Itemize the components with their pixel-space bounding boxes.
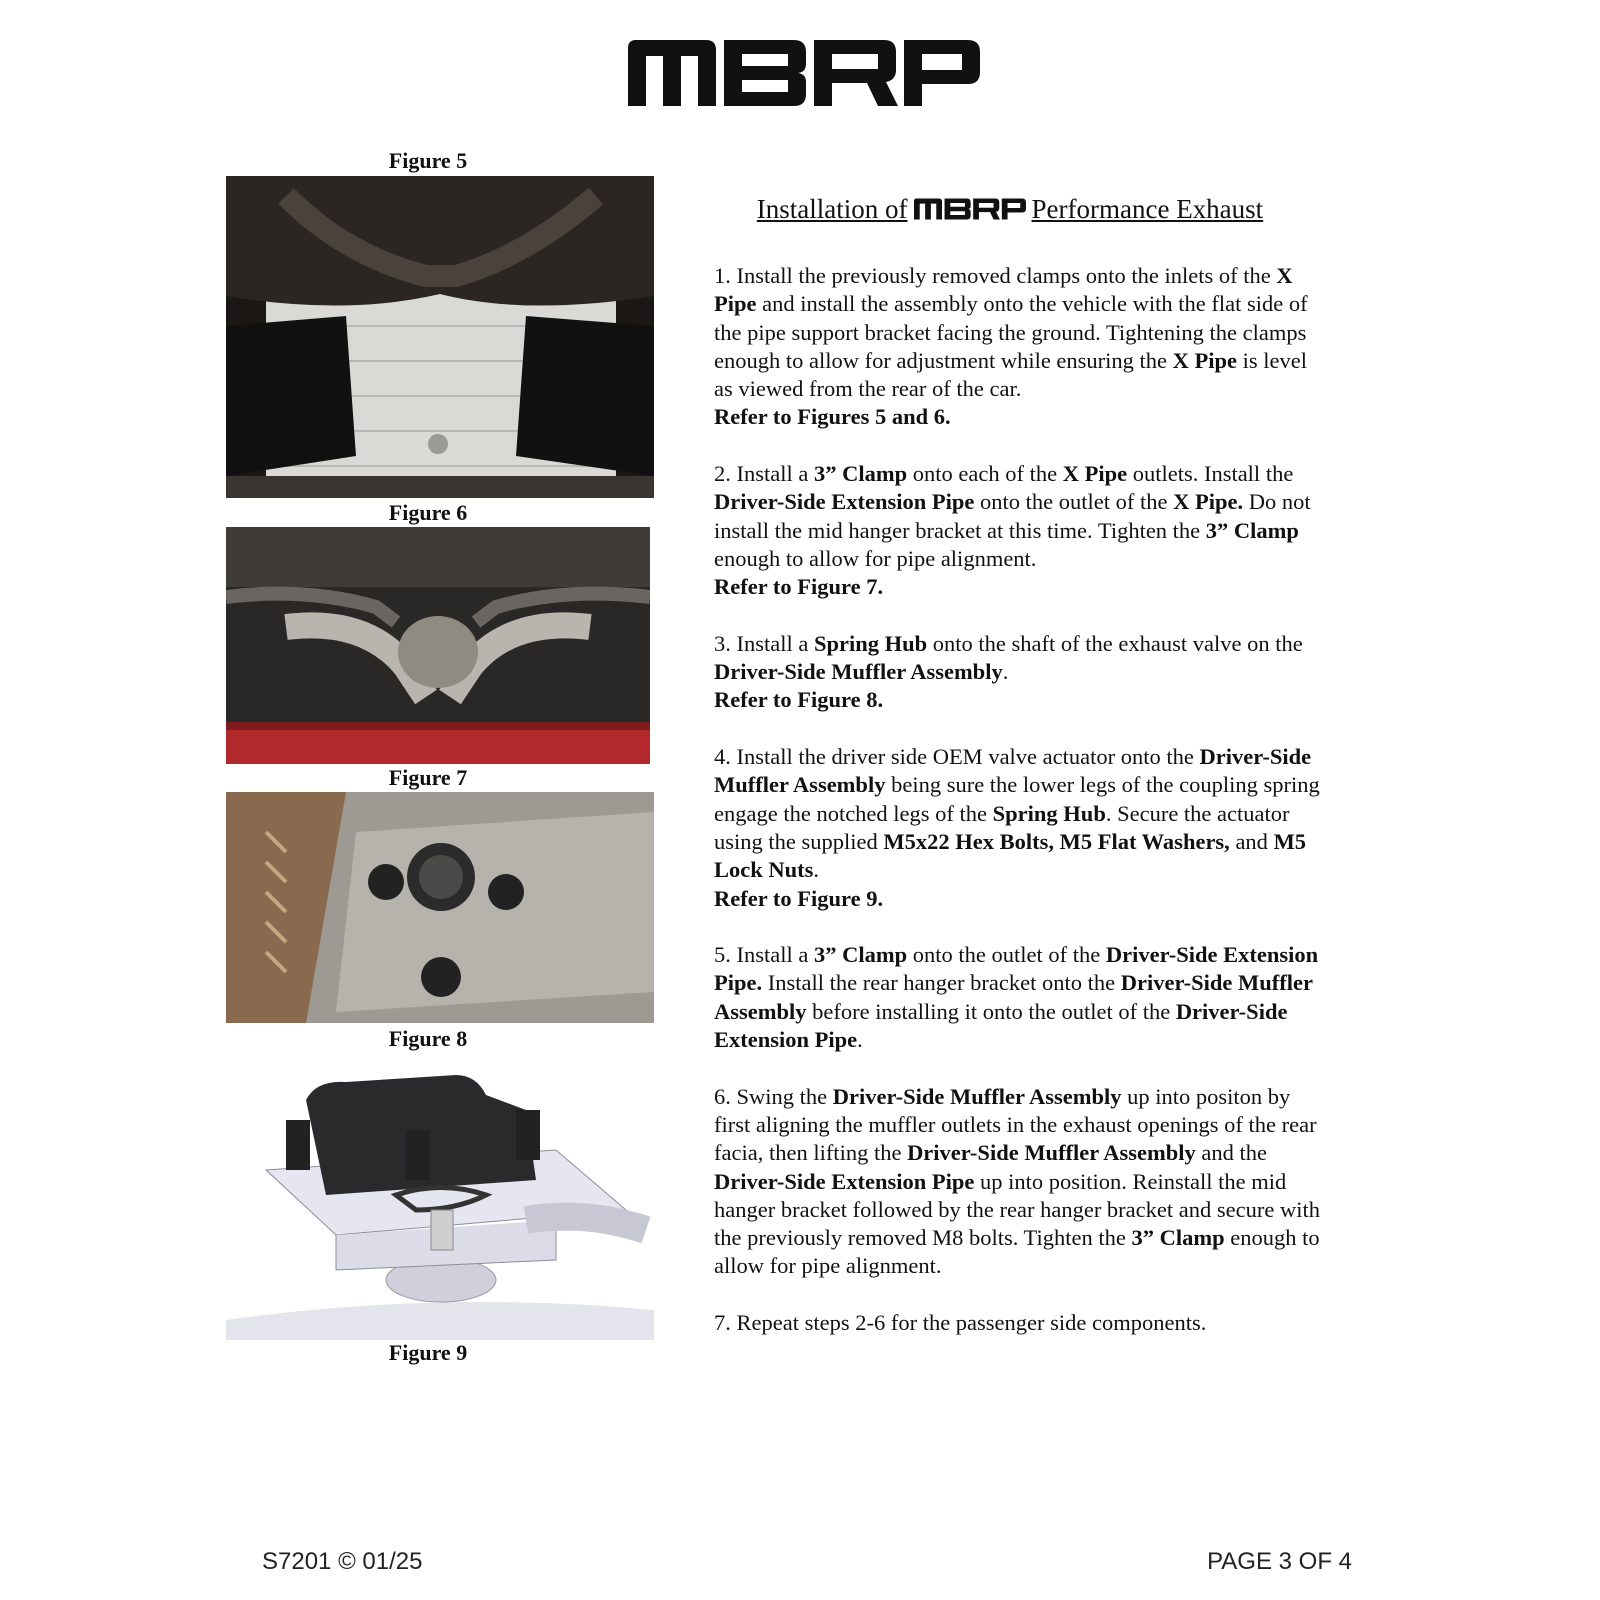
page-title — [700, 192, 1320, 226]
figure-reference: Refer to Figure 7. — [714, 574, 884, 600]
title-suffix: Performance Exhaust — [1031, 194, 1264, 224]
bold-term: X Pipe — [1172, 347, 1238, 373]
instruction-step-4 — [714, 743, 1324, 913]
step-text: outlets. Install the — [1127, 461, 1294, 487]
step-text: 4. Install the driver side OEM valve actuator onto the — [714, 744, 1200, 770]
step-text: is level as viewed from the rear of the car. — [714, 347, 1308, 402]
instruction-step-7 — [714, 1309, 1324, 1337]
figure-7-photo — [226, 792, 654, 1023]
bold-term: 3” Clamp — [1131, 1225, 1225, 1251]
figure-8-caption: Figure 8 — [388, 1026, 468, 1051]
bold-term: 3” Clamp — [813, 942, 908, 968]
step-text: onto the outlet of the — [974, 489, 1174, 515]
figure-8-photo — [226, 1070, 654, 1340]
step-text: 1. Install the previously removed clamps onto the inlets of the — [714, 263, 1277, 288]
step-text: and install the assembly onto the vehicle with the flat side of the pipe support bracket facing the ground. Tightening the clamps enough to allow for adjustment while ensuring the — [714, 291, 1308, 373]
step-text: . — [857, 1027, 863, 1053]
bold-term: Driver-Side Muffler Assembly — [907, 1140, 1196, 1166]
step-text: 2. Install a — [714, 461, 814, 487]
bold-term: Driver-Side Muffler Assembly — [714, 970, 1313, 1024]
figure-reference: Refer to Figure 8. — [714, 687, 884, 713]
title-mbrp-logo — [914, 198, 1026, 220]
instruction-step-2 — [714, 460, 1324, 601]
bold-term: Spring Hub — [992, 800, 1106, 826]
bold-term: X Pipe. — [1173, 489, 1244, 515]
step-text: . — [1002, 659, 1009, 685]
page-number: PAGE 3 OF 4 — [1207, 1548, 1352, 1575]
step-text: enough to allow for pipe alignment. — [714, 1225, 1320, 1279]
bold-term: Driver-Side Extension Pipe — [714, 1168, 975, 1194]
bold-term: Driver-Side Muffler Assembly — [714, 744, 1312, 798]
step-text: up into position. Reinstall the mid hanger bracket followed by the rear hanger bracket and secure with the previously removed M8 bolts. Tighten the — [714, 1168, 1320, 1251]
figure-5-caption: Figure 5 — [388, 148, 468, 173]
bold-term: Driver-Side Muffler Assembly — [714, 659, 1003, 685]
step-text: up into positon by first aligning the muffler outlets in the exhaust openings of the rear facia, then lifting the — [714, 1083, 1317, 1166]
step-text: and the — [1195, 1140, 1267, 1166]
bold-term: Driver-Side Extension Pipe. — [714, 942, 1319, 996]
bold-term: X Pipe — [1062, 461, 1128, 487]
step-text: being sure the lower legs of the coupling spring engage the notched legs of the — [714, 772, 1320, 826]
instruction-step-6 — [714, 1083, 1324, 1281]
step-text: 7. Repeat steps 2-6 for the passenger side components. — [714, 1309, 1207, 1335]
bold-term: X Pipe — [714, 263, 1293, 317]
instruction-steps — [714, 262, 1324, 1366]
step-text: before installing it onto the outlet of the — [806, 998, 1176, 1024]
bold-term: Driver-Side Extension Pipe — [714, 489, 975, 515]
step-text: enough to allow for pipe alignment. — [714, 545, 1037, 571]
title-prefix: Installation of — [756, 194, 908, 224]
step-text: 5. Install a — [714, 942, 814, 968]
bold-term: M5 Lock Nuts — [714, 828, 1307, 883]
document-code: S7201 © 01/25 — [262, 1548, 423, 1575]
step-text: 6. Swing the — [714, 1083, 833, 1109]
step-text: Install the rear hanger bracket onto the — [762, 970, 1121, 996]
step-text: onto each of the — [907, 461, 1063, 487]
bold-term: Spring Hub — [813, 630, 928, 656]
step-text: . — [813, 857, 820, 883]
figure-reference: Refer to Figure 9. — [714, 885, 884, 911]
figure-6-caption: Figure 6 — [388, 500, 468, 525]
step-text: . Secure the actuator using the supplied — [714, 800, 1290, 854]
instruction-step-1 — [714, 262, 1324, 432]
step-text: onto the shaft of the exhaust valve on the — [927, 630, 1303, 656]
bold-term: 3” Clamp — [1205, 517, 1299, 543]
figure-7-caption: Figure 7 — [388, 765, 468, 790]
step-text: onto the outlet of the — [907, 942, 1106, 968]
figure-6-photo — [226, 527, 650, 764]
step-text: and — [1229, 828, 1274, 854]
instruction-step-3 — [714, 630, 1324, 715]
instruction-step-5 — [714, 941, 1324, 1054]
figure-9-caption: Figure 9 — [388, 1340, 468, 1365]
bold-term: Driver-Side Extension Pipe — [714, 998, 1288, 1053]
bold-term: Driver-Side Muffler Assembly — [832, 1083, 1122, 1109]
mbrp-logo — [628, 40, 980, 106]
figure-reference: Refer to Figures 5 and 6. — [714, 404, 951, 430]
bold-term: M5x22 Hex Bolts, M5 Flat Washers, — [883, 828, 1230, 854]
bold-term: 3” Clamp — [813, 461, 908, 487]
figure-5-photo — [226, 176, 654, 498]
step-text: 3. Install a — [714, 630, 814, 656]
step-text: Do not install the mid hanger bracket at this time. Tighten the — [714, 489, 1311, 543]
